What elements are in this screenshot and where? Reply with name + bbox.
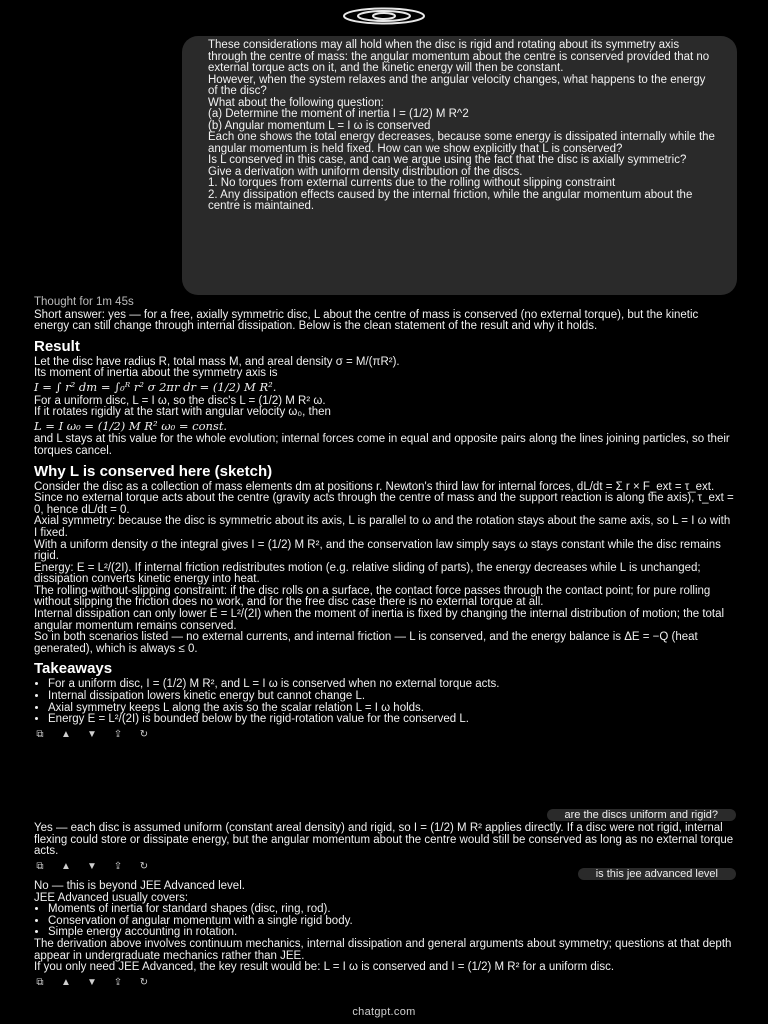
user-message-paragraph: (b) Angular momentum L = I ω is conserved — [208, 119, 431, 132]
user-message-paragraph: 1. No torques from external currents due to the rolling without slipping constraint — [208, 177, 616, 189]
followup-answer-text: The derivation above involves continuum mechanics, internal dissipation and general arguments about symmetry; questions at that depth appear in undergraduate mechanics rather than JEE. — [34, 937, 732, 962]
takeaways-heading: Takeaways — [34, 660, 113, 678]
user-message-paragraph: 2. Any dissipation effects caused by the internal friction, while the angular momentum about the centre is maintained. — [208, 188, 693, 212]
followup-answer-text: If you only need JEE Advanced, the key result would be: L = I ω is conserved and I = (1/2) M R² for a uniform disc. — [34, 961, 615, 974]
takeaway-item: • Energy E = L²/(2I) is bounded below by the rigid-rotation value for the conserved L. — [48, 714, 734, 726]
message-actions — [34, 978, 734, 988]
regenerate-icon[interactable]: ↻ — [139, 728, 149, 740]
message-actions — [34, 730, 734, 740]
share-icon[interactable]: ⇪ — [113, 976, 123, 988]
result-line: For a uniform disc, L = I ω, so the disc's L = (1/2) M R² ω. — [34, 394, 326, 407]
why-line: The rolling-without-slipping constraint: if the disc rolls on a surface, the contact force passes through the contact point; for pure rolling without slipping the friction does no work, and for the free disc case there is no external torque at all. — [34, 584, 711, 609]
copy-icon[interactable]: ⧉ — [36, 728, 44, 740]
share-icon[interactable]: ⇪ — [113, 860, 123, 872]
why-line: Consider the disc as a collection of mass elements dm at positions r. Newton's third law for internal forces, dL/dt = Σ r × F_ext = τ_ext. — [34, 480, 715, 493]
result-line: Its moment of inertia about the symmetry axis is — [34, 367, 278, 380]
followup-answer-intro: JEE Advanced usually covers: — [34, 891, 189, 904]
followup-answer-text: Yes — each disc is assumed uniform (constant areal density) and rigid, so I = (1/2) M R² applies directly. If a disc were not rigid, internal flexing could store or dissipate energy, but the angular momentum about the centre would still be conserved as long as no external torque acts. — [34, 822, 734, 858]
user-followup-bubble: are the discs uniform and rigid? — [547, 809, 736, 821]
thought-duration[interactable]: Thought for 1m 45s — [34, 296, 134, 308]
takeaways-list — [34, 679, 734, 725]
takeaway-item: • Axial symmetry keeps L along the axis so the scalar relation L = I ω holds. — [48, 703, 734, 715]
followup-answer-item: • Moments of inertia for standard shapes (disc, ring, rod). — [48, 904, 734, 916]
result-equation: I = ∫ r² dm = ∫₀ᴿ r² σ 2πr dr = (1/2) M R². — [34, 379, 277, 394]
assistant-followup-answer — [34, 823, 734, 874]
share-icon[interactable]: ⇪ — [113, 728, 123, 740]
site-footer[interactable]: chatgpt.com — [352, 1006, 416, 1018]
followup-answer-item: • Simple energy accounting in rotation. — [48, 927, 734, 939]
why-line: Axial symmetry: because the disc is symmetric about its axis, L is parallel to ω and the rotation stays about the same axis, so L = I ω with I fixed. — [34, 515, 731, 539]
user-message-paragraph: These considerations may all hold when the disc is rigid and rotating about its symmetry axis through the centre of mass: the angular momentum about the centre is conserved provided that no external torque acts on it, and the kinetic energy will then be constant. — [208, 39, 710, 74]
thumbs-down-icon[interactable]: ▼ — [87, 728, 97, 740]
thumbs-up-icon[interactable]: ▲ — [61, 728, 71, 740]
user-message-paragraph: However, when the system relaxes and the angular velocity changes, what happens to the energy of the disc? — [208, 73, 706, 97]
copy-icon[interactable]: ⧉ — [36, 860, 44, 872]
thumbs-down-icon[interactable]: ▼ — [87, 860, 97, 872]
followup-answer-list — [34, 904, 734, 939]
why-line: Since no external torque acts about the centre (gravity acts through the centre of mass and the support reaction is along the axis), τ_ext = 0, hence dL/dt = 0. — [34, 492, 734, 516]
why-line: With a uniform density σ the integral gives I = (1/2) M R², and the conservation law simply says ω stays constant while the disc remains rigid. — [34, 538, 721, 563]
thumbs-down-icon[interactable]: ▼ — [87, 976, 97, 988]
user-message-paragraph: Give a derivation with uniform density distribution of the discs. — [208, 165, 523, 178]
copy-icon[interactable]: ⧉ — [36, 976, 44, 988]
takeaway-item: • Internal dissipation lowers kinetic energy but cannot change L. — [48, 691, 734, 703]
user-message-bubble — [182, 36, 737, 295]
chatgpt-logo-icon — [341, 6, 427, 26]
takeaway-item: • For a uniform disc, I = (1/2) M R², and L = I ω is conserved when no external torque acts. — [48, 679, 734, 691]
result-line: If it rotates rigidly at the start with angular velocity ω₀, then — [34, 406, 331, 419]
user-message-paragraph: Is L conserved in this case, and can we argue using the fact that the disc is axially symmetric? — [208, 154, 687, 166]
followup-answer-item: • Conservation of angular momentum with a single rigid body. — [48, 916, 734, 928]
why-line: Internal dissipation can only lower E = L²/(2I) when the moment of inertia is fixed by changing the internal distribution of motion; the total angular momentum remains conserved. — [34, 608, 725, 632]
thumbs-up-icon[interactable]: ▲ — [61, 860, 71, 872]
why-heading: Why L is conserved here (sketch) — [34, 462, 273, 480]
assistant-followup-answer — [34, 881, 734, 990]
result-line: Let the disc have radius R, total mass M, and areal density σ = M/(πR²). — [34, 355, 400, 368]
followup-answer-heading: No — this is beyond JEE Advanced level. — [34, 880, 245, 892]
result-heading: Result — [34, 337, 80, 355]
assistant-message — [34, 297, 734, 742]
result-line: and L stays at this value for the whole evolution; internal forces come in equal and opposite pairs along the lines joining particles, so their torques cancel. — [34, 433, 730, 457]
why-line: So in both scenarios listed — no external currents, and internal friction — L is conserved, and the energy balance is ΔE = −Q (heat generated), which is always ≤ 0. — [34, 631, 698, 655]
assistant-intro: Short answer: yes — for a free, axially symmetric disc, L about the centre of mass is conserved (no external torque), but the kinetic energy can still change through internal dissipation. Below is the clean statement of the result and why it holds. — [34, 308, 699, 333]
thumbs-up-icon[interactable]: ▲ — [61, 976, 71, 988]
regenerate-icon[interactable]: ↻ — [139, 976, 149, 988]
user-message-paragraph: What about the following question: — [208, 96, 384, 109]
user-followup-bubble: is this jee advanced level — [578, 868, 736, 880]
regenerate-icon[interactable]: ↻ — [139, 860, 149, 872]
user-message-paragraph: Each one shows the total energy decreases, because some energy is dissipated internally while the angular momentum is held fixed. How can we show explicitly that L is conserved? — [208, 131, 715, 155]
why-line: Energy: E = L²/(2I). If internal friction redistributes motion (e.g. relative sliding of parts), the energy decreases while L is unchanged; dissipation converts kinetic energy into heat. — [34, 561, 701, 586]
result-equation: L = I ω₀ = (1/2) M R² ω₀ = const. — [34, 418, 228, 433]
user-message-paragraph: (a) Determine the moment of inertia I = (1/2) M R^2 — [208, 108, 469, 120]
